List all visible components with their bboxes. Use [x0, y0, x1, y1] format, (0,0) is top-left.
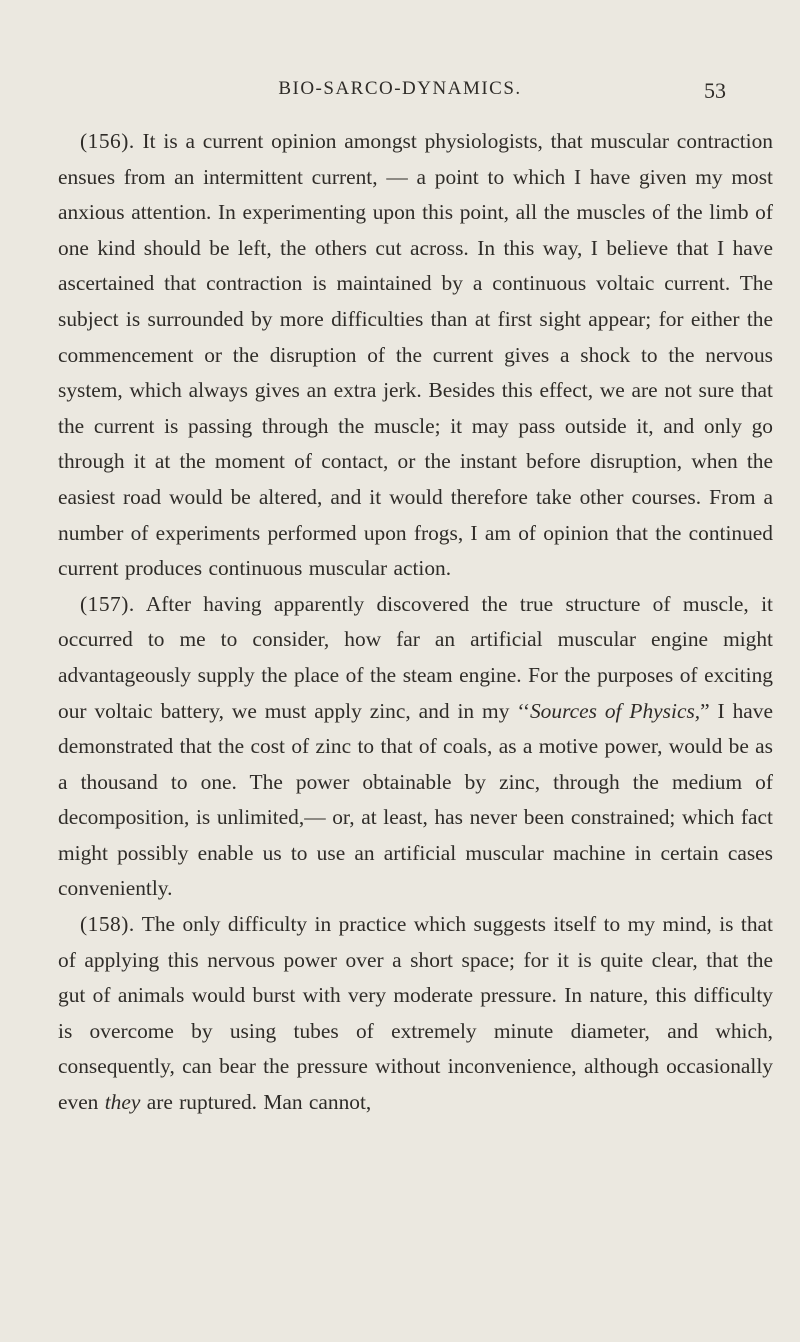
- paragraph-number: (157).: [80, 591, 135, 616]
- paragraph-text: It is a current opinion amongst physiologists, that muscular contraction ensues from an intermittent current, — a point to which I have given my most anxious attention. In experimenting upon this point, all the muscles of the limb of one kind should be left, the others cut across. In this way, I believe that I have ascertained that contraction is maintained by a continuous voltaic current. The subject is surrounded by more difficulties than at first sight appear; for either the commencement or the disruption of the current gives a shock to the nervous system, which always gives an extra jerk. Besides this effect, we are not sure that the current is passing through the muscle; it may pass outside it, and only go through it at the moment of contact, or the instant before disruption, when the easiest road would be altered, and it would therefore take other courses. From a number of experiments performed upon frogs, I am of opinion that the continued current produces continuous muscular action.: [58, 129, 773, 581]
- paragraph-text: are ruptured. Man cannot,: [140, 1090, 372, 1115]
- body-text: [58, 124, 773, 1121]
- running-head: [38, 78, 762, 108]
- paragraph-number: (158).: [80, 912, 135, 937]
- paragraph-157: [58, 587, 773, 907]
- paragraph-number: (156).: [80, 129, 135, 153]
- paragraph-158: [58, 907, 773, 1121]
- page-number: 53: [704, 78, 726, 103]
- paragraph-156: [58, 124, 773, 587]
- paragraph-text: After having apparently discovered the true structure of muscle, it occurred to me to consider, how far an artificial muscular engine might advantageously supply the place of the steam engine. For the purposes of exciting our voltaic battery, we must apply zinc, and in my ‘‘: [58, 591, 773, 723]
- paragraph-text: The only difficulty in practice which suggests itself to my mind, is that of applying this nervous power over a short space; for it is quite clear, that the gut of animals would burst with very moderate pressure. In nature, this difficulty is overcome by using tubes of extremely minute diameter, and which, consequently, can bear the pressure without inconvenience, although occasionally even: [58, 912, 773, 1115]
- italic-word: they: [104, 1090, 141, 1115]
- running-title: BIO-SARCO-DYNAMICS.: [278, 78, 522, 99]
- paragraph-text: ” I have demonstrated that the cost of zinc to that of coals, as a motive power, would be as a thousand to one. The power obtainable by zinc, through the medium of decomposition, is unlimited,— or, at least, has never been constrained; which fact might possibly enable us to use an artificial muscular machine in certain cases conveniently.: [58, 698, 773, 901]
- italic-title: Sources of Physics,: [529, 698, 701, 723]
